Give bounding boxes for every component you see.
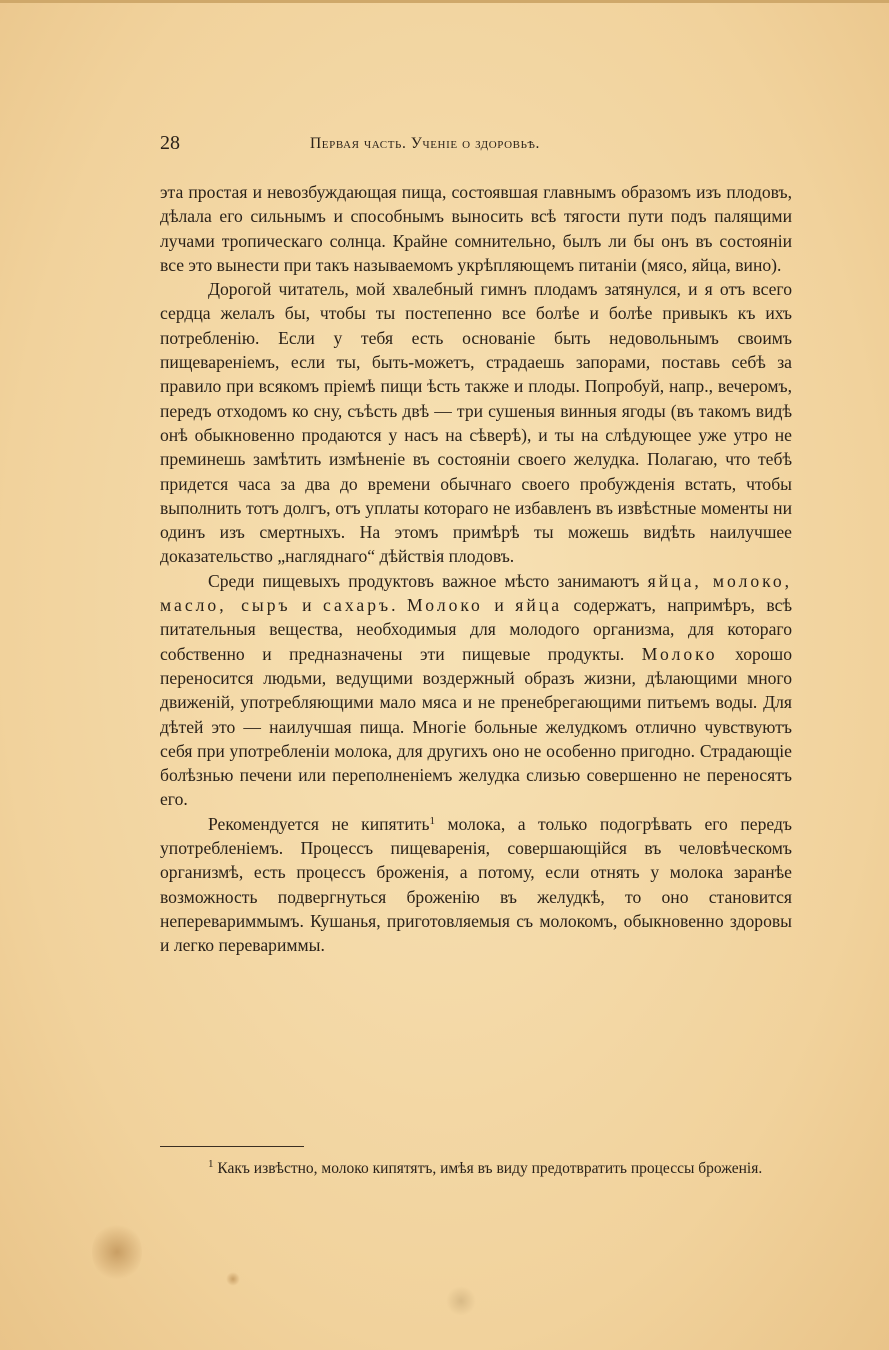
emphasized-text: яйца, молоко, масло, сыръ — [160, 570, 793, 616]
footnote-text: Какъ извѣстно, молоко кипятятъ, имѣя въ виду предотвратить процессы броженія. — [213, 1160, 763, 1177]
text-run: и — [290, 595, 324, 616]
text-run: содержатъ, напримѣръ, всѣ питательныя вещества, необходимыя для молодого организма, для котораго собственно и предназначены эти пищевые продукты. — [160, 595, 792, 664]
paragraph — [160, 569, 792, 812]
library-stamp-mark — [446, 1286, 476, 1316]
page-top-edge — [0, 0, 889, 3]
emphasized-text: сахаръ — [323, 595, 392, 616]
text-run: Среди пищевыхъ продуктовъ важное мѣсто занимаютъ — [208, 570, 648, 591]
footnote-rule — [160, 1146, 304, 1147]
running-head: Первая часть. Ученіе о здоровьѣ. — [310, 135, 540, 152]
footnote-marker: 1 — [208, 1158, 214, 1170]
text-run: эта простая и невозбуждающая пища, состоявшая главнымъ образомъ изъ плодовъ, дѣлала его сильнымъ и способнымъ выносить всѣ тягости пути подъ палящими лучами тропическаго солнца. Крайне сомнительно, былъ ли бы онъ въ состояніи все это вынести при такъ называемомъ укрѣпляющемъ питаніи (мясо, яйца, вино). — [160, 182, 792, 275]
paragraph — [160, 812, 792, 958]
page-number: 28 — [160, 132, 180, 154]
text-run: и — [482, 595, 516, 616]
paragraph — [160, 277, 792, 569]
paragraph — [160, 180, 792, 277]
text-run: Рекомендуется не кипятить — [208, 813, 430, 834]
text-run: . — [391, 595, 408, 616]
text-run: хорошо переносится людьми, ведущими воздержный образъ жизни, дѣлающими много движеній, употребляющими мало мяса и не пренебрегающими питьемъ воды. Для дѣтей это — наилучшая пища. Многіе больные желудкомъ отлично чувствуютъ себя при употребленіи молока, для другихъ оно не особенно пригодно. Страдающіе болѣзнью печени или переполненіемъ желудка слизью совершенно не переносятъ его. — [160, 643, 792, 810]
text-run: молока, а только подогрѣвать его передъ употребленіемъ. Процессъ пищеваренія, совершающійся въ человѣческомъ организмѣ, есть процессъ броженія, а потому, если отнять у молока заранѣе возможность подвергнуться броженію въ желудкѣ, то оно становится неперевариммымъ. Кушанья, приготовляемыя съ молокомъ, обыкновенно здоровы и легко перевариммы. — [160, 813, 793, 956]
body-text — [160, 180, 792, 958]
paper-stain — [92, 1222, 142, 1282]
emphasized-text: яйца — [515, 595, 562, 616]
footnote-reference: 1 — [429, 814, 435, 827]
emphasized-text: Молоко — [641, 643, 718, 664]
text-run: Дорогой читатель, мой хвалебный гимнъ плодамъ затянулся, и я отъ всего сердца желалъ бы, чтобы ты постепенно все болѣе и болѣе привыкъ къ ихъ потребленію. Если у тебя есть основаніе быть недовольнымъ своимъ пищевареніемъ, если ты, быть-можетъ, страдаешь запорами, поставь себѣ за правило при всякомъ пріемѣ пищи ѣсть также и плоды. Попробуй, напр., вечеромъ, передъ отходомъ ко сну, съѣсть двѣ — три сушеныя винныя ягоды (въ такомъ видѣ онѣ обыкновенно продаются у насъ на сѣверѣ), и ты на слѣдующее уже утро не преминешь замѣтить измѣненіе въ состояніи своего желудка. Полагаю, что тебѣ придется часа за два до времени обычнаго своего пробужденія встать, чтобы выполнить тотъ долгъ, отъ уплаты котораго не избавленъ въ извѣстные моменты ни одинъ изъ смертныхъ. На этомъ примѣрѣ ты можешь видѣть наилучшее доказательство „нагляднаго“ дѣйствія плодовъ. — [160, 279, 792, 567]
page-header — [158, 132, 790, 156]
emphasized-text: Молоко — [407, 595, 483, 616]
footnote — [160, 1158, 792, 1180]
paper-stain — [226, 1272, 240, 1286]
